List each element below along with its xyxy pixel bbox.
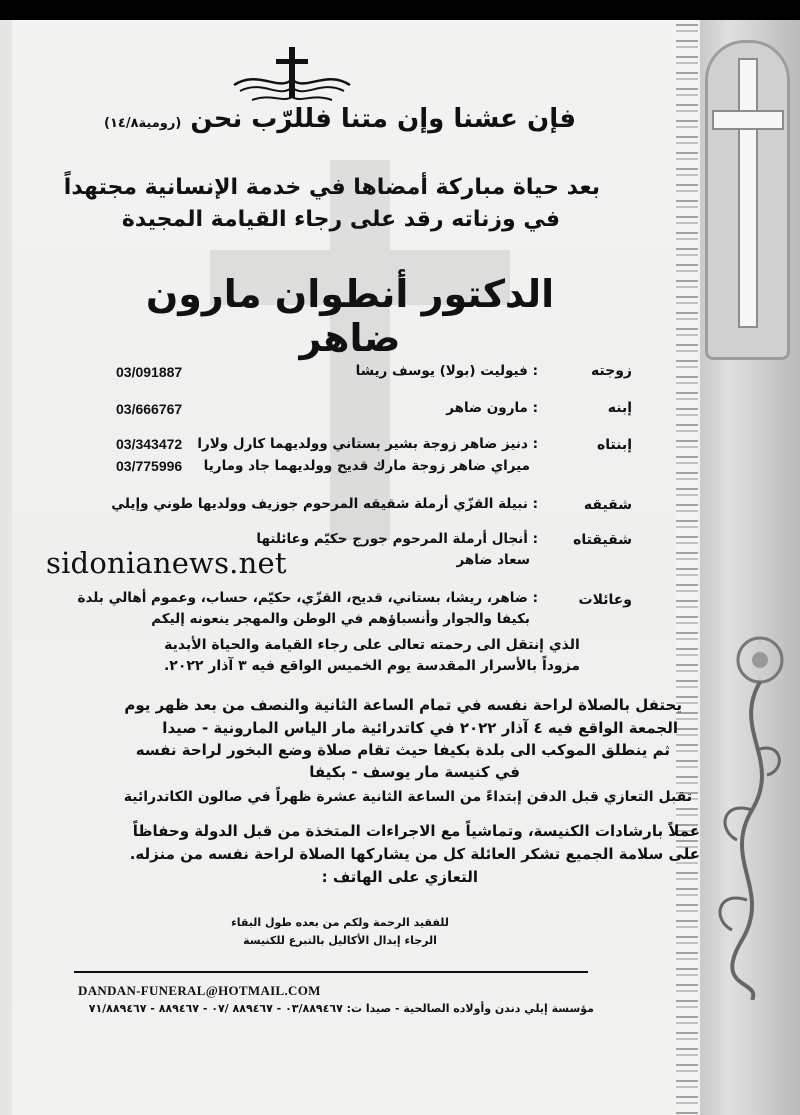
cross-icon-arm — [712, 110, 784, 130]
cross-ornament-icon — [232, 45, 352, 107]
relative-label-families: وعائلات — [578, 592, 632, 608]
funeral-home-email: DANDAN-FUNERAL@HOTMAIL.COM — [78, 983, 321, 998]
funeral-line-2: الجمعة الواقع فيه ٤ آذار ٢٠٢٢ في كاتدرائية مار الياس المارونية - صيدا — [162, 719, 678, 737]
passing-line-2: مزوداً بالأسرار المقدسة يوم الخميس الواقع فيه ٣ آذار ٢٠٢٢. — [163, 658, 581, 674]
phone-wife: 03/091887 — [116, 364, 183, 380]
relative-text-families-1: : ضاهر، ريشا، بستاني، قديح، القزّي، حكيّم، حساب، وعموم أهالي بلدة — [77, 590, 538, 606]
floral-vine-ornament-icon — [712, 600, 792, 1000]
passing-line-1: الذي إنتقل الى رحمته تعالى على رجاء القيامة والحياة الأبدية — [164, 637, 580, 653]
left-page-edge — [0, 20, 12, 1115]
decorative-chain-border — [676, 20, 698, 1115]
relative-label-son: إبنه — [607, 400, 632, 416]
intro-line-1: بعد حياة مباركة أمضاها في خدمة الإنسانية مجتهداً — [63, 175, 600, 200]
funeral-line-4: في كنيسة مار يوسف - بكيفا — [309, 763, 520, 781]
notice-line-1: عملاً بارشادات الكنيسة، وتماشياً مع الاجراءات المتخذة من قبل الدولة وحفاظاً — [132, 822, 700, 840]
relative-label-daughters: إبنتاه — [596, 437, 632, 453]
closing-line-1: للفقيد الرحمة ولكم من بعده طول البقاء — [231, 916, 449, 929]
funeral-home-contact: مؤسسة إيلي دندن وأولاده الصالحية - صيدا ت: ٠٣/٨٨٩٤٦٧ - ٨٨٩٤٦٧ /٠٧ - ٨٨٩٤٦٧ - ٧١/٨٨٩٤٦٧ — [88, 1002, 594, 1015]
funeral-line-1: يحتفل بالصلاة لراحة نفسه في تمام الساعة الثانية والنصف من بعد ظهر يوم — [124, 696, 682, 714]
closing-line-2: الرجاء إبدال الأكاليل بالتبرع للكنيسة — [243, 934, 437, 947]
phone-daughter-1: 03/343472 — [116, 436, 183, 452]
intro-line-2: في وزناته رقد على رجاء القيامة المجيدة — [121, 207, 560, 232]
notice-line-2: على سلامة الجميع تشكر العائلة كل من يشاركها الصلاة لراحة نفسه من منزله. — [129, 845, 700, 863]
relative-text-brother: : نبيلة القزّي أرملة شقيقه المرحوم جوزيف وولديها طوني وإيلي — [111, 496, 538, 512]
relative-label-brother: شقيقه — [583, 497, 632, 513]
bible-verse-heading — [90, 104, 590, 134]
relative-text-wife: : فيوليت (بولا) يوسف ريشا — [355, 363, 538, 379]
top-black-bar — [0, 0, 800, 20]
verse-reference: (رومية١٤/٨) — [104, 116, 182, 131]
relative-text-daughter-1: : دنيز ضاهر زوجة بشير بستاني وولديهما كارل ولارا — [197, 436, 538, 452]
notice-line-3: التعازي على الهاتف : — [321, 868, 478, 886]
relative-label-sisters: شقيقتاه — [573, 532, 632, 548]
cross-icon — [738, 58, 758, 328]
relative-text-daughter-2: ميراي ضاهر زوجة مارك قديح وولديهما جاد وماريا — [203, 458, 530, 474]
phone-son: 03/666767 — [116, 401, 183, 417]
phone-daughter-2: 03/775996 — [116, 458, 183, 474]
relative-text-son: : مارون ضاهر — [446, 400, 538, 416]
footer-divider — [74, 971, 588, 973]
deceased-name: الدكتور أنطوان مارون ضاهر — [145, 272, 555, 360]
funeral-line-5: تقبل التعازي قبل الدفن إبتداءً من الساعة الثانية عشرة ظهراً في صالون الكاتدرائية — [123, 789, 692, 805]
relative-label-wife: زوجته — [590, 363, 632, 379]
verse-text: فإن عشنا وإن متنا فللرّب نحن — [190, 104, 576, 134]
funeral-line-3: ثم ينطلق الموكب الى بلدة بكيفا حيث تقام صلاة وضع البخور لراحة نفسه — [135, 741, 670, 759]
site-watermark: sidonianews.net — [46, 546, 287, 580]
relative-text-families-2: بكيفا والجوار وأنسباؤهم في الوطن والمهجر ينعونه إليكم — [151, 611, 530, 627]
relative-text-sister-1: : أنجال أرملة المرحوم جورج حكيّم وعائلتها — [256, 531, 538, 547]
relative-text-sister-2: سعاد ضاهر — [456, 552, 530, 568]
